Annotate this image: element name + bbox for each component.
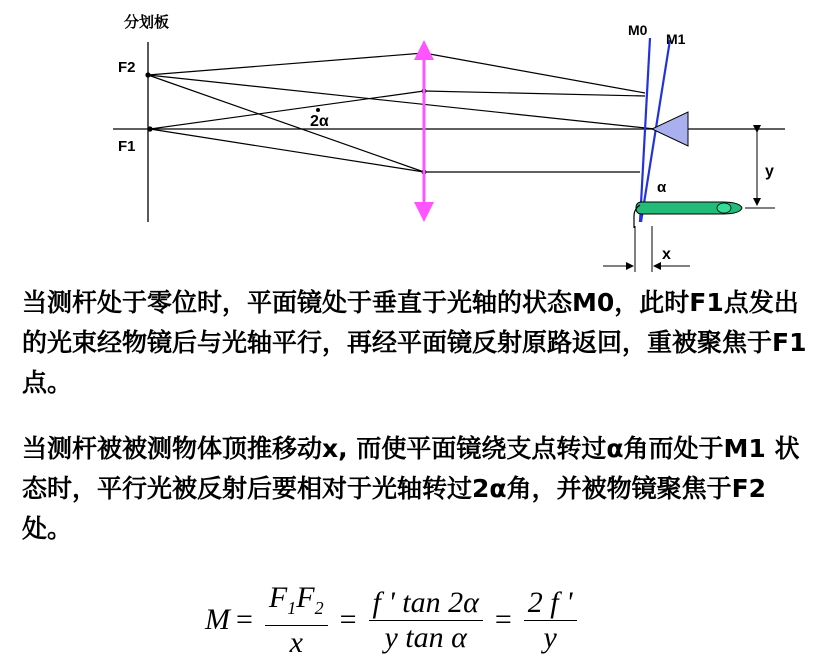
rod-tip [717,203,731,213]
fraction-1-denominator: x [289,625,303,659]
formula-eq-3: = [494,603,512,636]
formula-lhs: M [205,603,230,636]
m0-label: M0 [628,22,648,38]
reticle-label: 分划板 [124,13,170,31]
rotation-paragraph: 当测杆被被测物体顶推移动x, 而使平面镜绕支点转过α角而处于M1 状态时，平行光被反射后要相对于光轴转过2α角，并被物镜聚焦于F2处。 [22,434,800,543]
fraction-f1f2-x [265,581,328,660]
ray-par-top [424,53,645,93]
alpha-label: α [657,179,667,196]
ray-par-mid [424,91,645,96]
fraction-tan [369,586,483,655]
zero-position-paragraph: 当测杆处于零位时，平面镜处于垂直于光轴的状态M0，此时F1点发出的光束经物镜后与光轴平行，再经平面镜反射原路返回，重被聚焦于F1 点。 [22,288,807,397]
fraction-3-numerator: 2 f ' [527,585,573,619]
fraction-2-numerator: f ' tan 2α [372,585,479,619]
fraction-2-denominator: y tan α [384,620,467,654]
f1-label: F1 [118,138,136,155]
m1-label: M1 [666,31,686,47]
angle-2a-label: 2α [310,113,329,130]
formula-eq-1: = [236,603,253,636]
formula-eq-2: = [339,603,357,636]
optical-lever-diagram [0,0,827,280]
angle-vertex-point [316,108,320,112]
fraction-3-denominator: y [543,620,557,654]
magnification-formula [205,580,583,660]
lens-arrow-top [414,40,434,60]
fraction-1-numerator: $F_1F_2$ [268,580,324,618]
f2-label: F2 [118,59,136,76]
ray-f1-lower [150,129,424,172]
lens-arrow-bottom [414,202,434,222]
x-label: x [662,246,671,263]
fraction-2f-y [524,586,577,655]
y-label: y [765,163,774,180]
ray-f2-upper [148,53,424,75]
